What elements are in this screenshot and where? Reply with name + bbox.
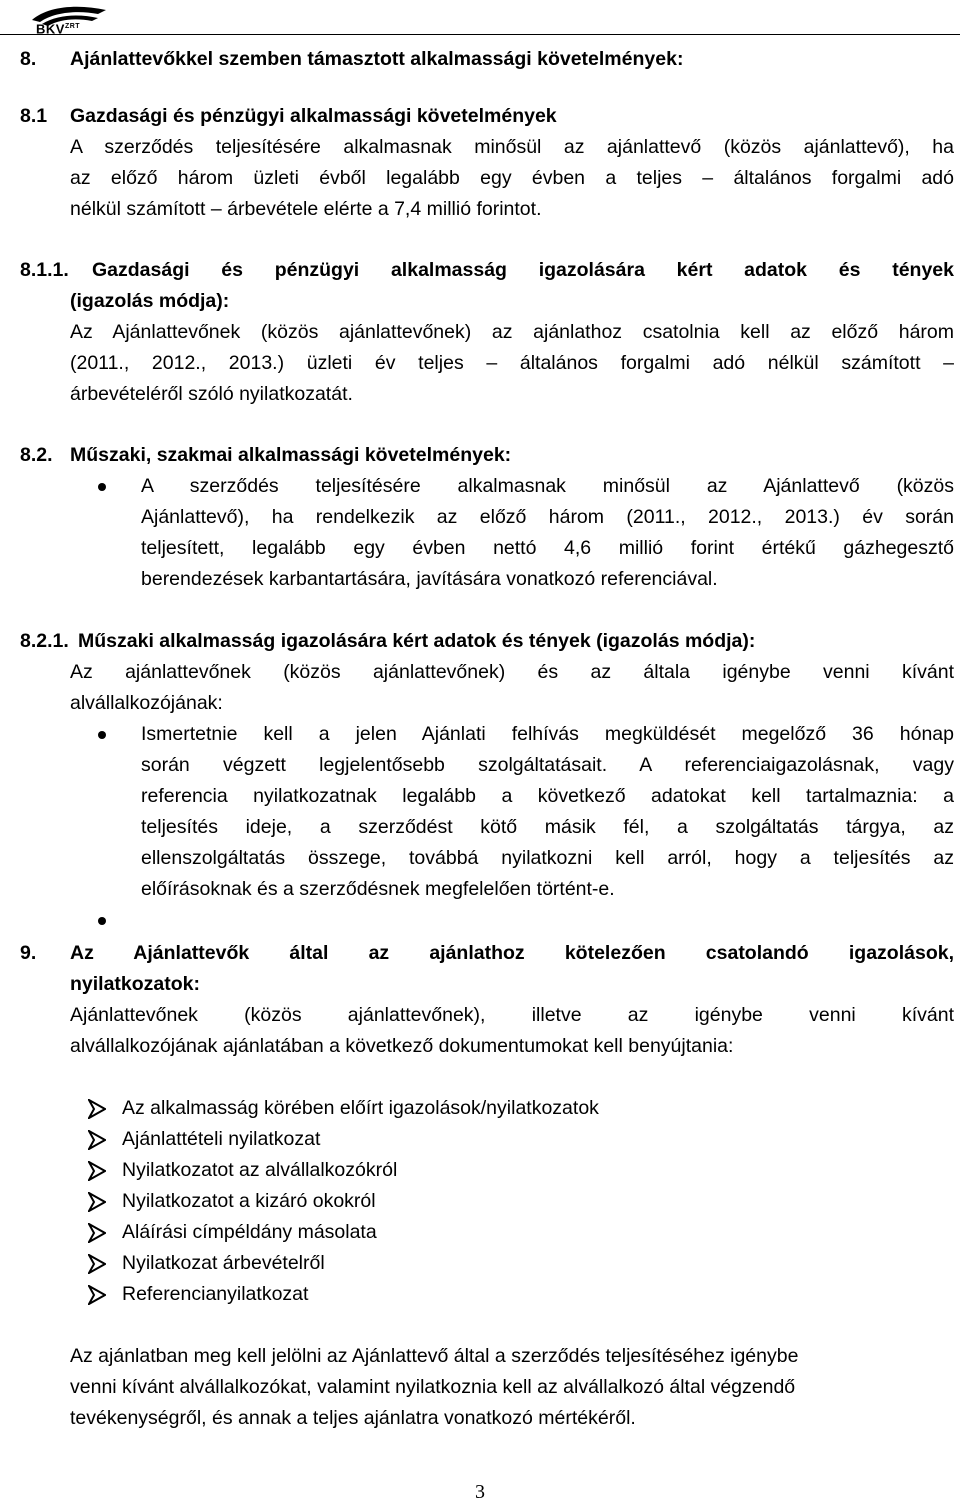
paragraph-line: Az Ajánlattevőnek (közös ajánlattevőnek) az ajánlathoz csatolnia kell az előző három	[70, 321, 954, 343]
section-8-2-number: 8.2.	[20, 444, 53, 466]
empty-bullet-icon	[98, 917, 106, 925]
bullet-line: során végzett legjelentősebb szolgáltatásait. A referenciaigazolásnak, vagy	[141, 754, 954, 776]
document-list-item: Az alkalmasság körében előírt igazolások/nyilatkozatok	[122, 1097, 599, 1119]
section-8-1-1-title-cont: (igazolás módja):	[70, 290, 230, 312]
paragraph-line: A szerződés teljesítésére alkalmasnak minősül az ajánlattevő (közös ajánlattevő), ha	[70, 136, 954, 158]
arrow-bullet-icon	[88, 1285, 106, 1305]
bullet-line: teljesítés ideje, a szerződést kötő másik fél, a szolgáltatás tárgya, az	[141, 816, 954, 838]
document-list-item: Nyilatkozatot az alvállalkozókról	[122, 1159, 398, 1181]
bullet-line: ellenszolgáltatás összege, továbbá nyilatkozni kell arról, hogy a teljesítés az	[141, 847, 954, 869]
section-9-number: 9.	[20, 942, 37, 964]
section-8-2-1-number: 8.2.1.	[20, 630, 69, 652]
bullet-line: előírásoknak és a szerződésnek megfelelően történt-e.	[141, 878, 615, 900]
bullet-line: Ajánlattevő), ha rendelkezik az előző három (2011., 2012., 2013.) év során	[141, 506, 954, 528]
document-list-item: Nyilatkozat árbevételről	[122, 1252, 325, 1274]
arrow-bullet-icon	[88, 1099, 106, 1119]
bullet-line: teljesített, legalább egy évben nettó 4,6 millió forint értékű gázhegesztő	[141, 537, 954, 559]
bullet-icon	[98, 731, 106, 739]
document-list-item: Ajánlattételi nyilatkozat	[122, 1128, 321, 1150]
logo-text: $BKV^{ZRT}$	[36, 21, 81, 37]
bullet-line: referencia nyilatkozatnak legalább a következő adatokat kell tartalmaznia: a	[141, 785, 954, 807]
paragraph-line: alvállalkozójának ajánlatában a következő dokumentumokat kell benyújtania:	[70, 1035, 734, 1057]
paragraph-line: venni kívánt alvállalkozókat, valamint nyilatkoznia kell az alvállalkozó által végzendő	[70, 1376, 796, 1398]
paragraph-line: alvállalkozójának:	[70, 692, 223, 714]
paragraph-line: Az ajánlattevőnek (közös ajánlattevőnek) és az általa igénybe venni kívánt	[70, 661, 954, 683]
section-8-2-title: Műszaki, szakmai alkalmassági követelmények:	[70, 444, 512, 466]
paragraph-line: Az ajánlatban meg kell jelölni az Ajánlattevő által a szerződés teljesítéséhez igénybe	[70, 1345, 799, 1367]
section-8-1-number: 8.1	[20, 105, 48, 127]
arrow-bullet-icon	[88, 1223, 106, 1243]
section-8-1-1-title: Gazdasági és pénzügyi alkalmasság igazolására kért adatok és tények	[92, 259, 954, 281]
bullet-line: Ismertetnie kell a jelen Ajánlati felhívás megküldését megelőző 36 hónap	[141, 723, 954, 745]
header-rule	[0, 34, 960, 35]
section-9-title: Az Ajánlattevők által az ajánlathoz kötelezően csatolandó igazolások,	[70, 942, 954, 964]
paragraph-line: nélkül számított – árbevétele elérte a 7,4 millió forintot.	[70, 198, 542, 220]
page-number: 3	[475, 1481, 485, 1503]
paragraph-line: árbevételéről szóló nyilatkozatát.	[70, 383, 353, 405]
paragraph-line: az előző három üzleti évből legalább egy évben a teljes – általános forgalmi adó	[70, 167, 954, 189]
bullet-line: A szerződés teljesítésére alkalmasnak minősül az Ajánlattevő (közös	[141, 475, 954, 497]
arrow-bullet-icon	[88, 1254, 106, 1274]
document-list-item: Referencianyilatkozat	[122, 1283, 309, 1305]
section-title: Ajánlattevőkkel szemben támasztott alkalmassági követelmények:	[70, 48, 684, 70]
section-8-1-title: Gazdasági és pénzügyi alkalmassági követelmények	[70, 105, 557, 127]
arrow-bullet-icon	[88, 1130, 106, 1150]
document-list-item: Nyilatkozatot a kizáró okokról	[122, 1190, 376, 1212]
document-list-item: Aláírási címpéldány másolata	[122, 1221, 377, 1243]
bullet-line: berendezések karbantartására, javítására vonatkozó referenciával.	[141, 568, 718, 590]
bullet-icon	[98, 483, 106, 491]
section-9-title-cont: nyilatkozatok:	[70, 973, 201, 995]
arrow-bullet-icon	[88, 1161, 106, 1181]
paragraph-line: (2011., 2012., 2013.) üzleti év teljes – általános forgalmi adó nélkül számított –	[70, 352, 954, 374]
paragraph-line: tevékenységről, és annak a teljes ajánlatra vonatkozó mértékéről.	[70, 1407, 636, 1429]
arrow-bullet-icon	[88, 1192, 106, 1212]
paragraph-line: Ajánlattevőnek (közös ajánlattevőnek), illetve az igénybe venni kívánt	[70, 1004, 954, 1026]
section-number: 8.	[20, 48, 37, 70]
section-8-1-1-number: 8.1.1.	[20, 259, 69, 281]
section-8-2-1-title: Műszaki alkalmasság igazolására kért adatok és tények (igazolás módja):	[78, 630, 756, 652]
